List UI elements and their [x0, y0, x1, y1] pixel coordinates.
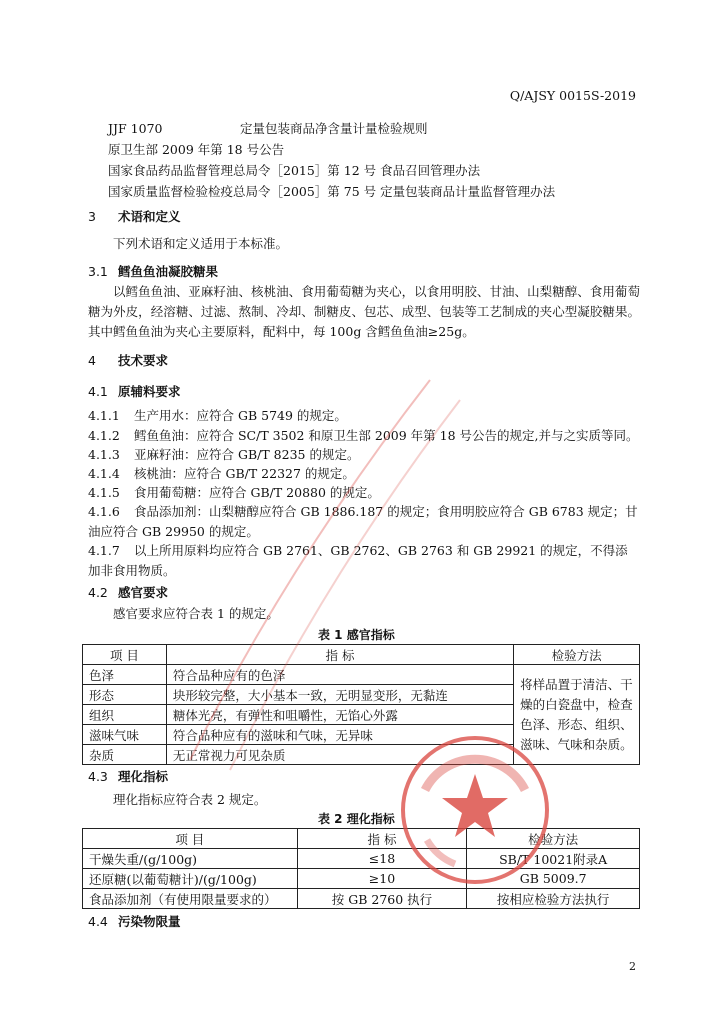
table-cell: ≥10 [297, 869, 467, 889]
section-4-2-heading: 4.2 感官要求 [88, 585, 169, 600]
section-4-heading: 4 技术要求 [88, 353, 169, 368]
table-1-caption: 表 1 感官指标 [318, 628, 395, 642]
table-cell: 色泽 [83, 665, 167, 685]
table-header-cell: 检验方法 [467, 829, 640, 849]
table-header-cell: 检验方法 [514, 645, 640, 665]
reference-item [108, 181, 555, 202]
table-cell: SB/T 10021附录A [467, 849, 640, 869]
reference-title: 国家质量监督检验检疫总局令［2005］第 75 号 定量包装商品计量监督管理办法 [108, 184, 556, 199]
section-3-1-heading: 3.1 鳕鱼鱼油凝胶糖果 [88, 264, 219, 279]
table-cell: 糖体光亮，有弹性和咀嚼性，无馅心外露 [166, 705, 513, 725]
reference-title: 原卫生部 2009 年第 18 号公告 [108, 142, 285, 157]
page-number: 2 [629, 960, 636, 973]
item-4-1-1: 4.1.1 生产用水：应符合 GB 5749 的规定。 [88, 408, 347, 423]
sensory-table [82, 644, 640, 765]
table-header-row [83, 829, 640, 849]
table-cell: 符合品种应有的滋味和气味，无异味 [166, 725, 513, 745]
section-3-heading: 3 术语和定义 [88, 209, 181, 224]
section-4-2-intro: 感官要求应符合表 1 的规定。 [113, 606, 279, 621]
table-header-cell: 项 目 [83, 829, 298, 849]
reference-list [108, 118, 555, 202]
reference-item [108, 139, 555, 160]
table-cell: 杂质 [83, 745, 167, 765]
table-row [83, 665, 640, 685]
section-4-4-heading: 4.4 污染物限量 [88, 914, 181, 929]
item-4-1-7: 4.1.7 以上所用原料均应符合 GB 2761、GB 2762、GB 2763 和 GB 29921 的规定，不得添加非食用物质。 [88, 543, 628, 578]
inspection-method-cell: 将样品置于清洁、干燥的白瓷盘中，检查色泽、形态、组织、滋味、气味和杂质。 [514, 665, 640, 765]
table-cell: 块形较完整，大小基本一致，无明显变形，无黏连 [166, 685, 513, 705]
physicochemical-table [82, 828, 640, 909]
table-header-cell: 项 目 [83, 645, 167, 665]
reference-title: 国家食品药品监督管理总局令［2015］第 12 号 食品召回管理办法 [108, 163, 481, 178]
table-cell: 组织 [83, 705, 167, 725]
reference-code: JJF 1070 [108, 121, 163, 136]
table-cell: 无正常视力可见杂质 [166, 745, 513, 765]
table-row [83, 849, 640, 869]
item-4-1-5: 4.1.5 食用葡萄糖：应符合 GB/T 20880 的规定。 [88, 485, 380, 500]
section-4-3-intro: 理化指标应符合表 2 规定。 [113, 792, 267, 807]
table-cell: 滋味气味 [83, 725, 167, 745]
section-4-3-heading: 4.3 理化指标 [88, 769, 169, 784]
table-cell: 按 GB 2760 执行 [297, 889, 467, 909]
table-header-cell: 指 标 [166, 645, 513, 665]
table-cell: ≤18 [297, 849, 467, 869]
reference-title: 定量包装商品净含量计量检验规则 [240, 121, 428, 136]
table-cell: GB 5009.7 [467, 869, 640, 889]
item-4-1-4: 4.1.4 核桃油：应符合 GB/T 22327 的规定。 [88, 466, 355, 481]
table-cell: 食品添加剂（有使用限量要求的） [83, 889, 298, 909]
table-row [83, 869, 640, 889]
section-3-1-body: 以鳕鱼鱼油、亚麻籽油、核桃油、食用葡萄糖为夹心，以食用明胶、甘油、山梨糖醇、食用葡萄糖为外皮，经溶糖、过滤、熬制、冷却、制糖皮、包芯、成型、包装等工艺制成的夹心型凝胶糖果。其中鳕鱼鱼油为夹心主要原料，配料中，每 100g 含鳕鱼鱼油≥25g。 [88, 284, 640, 339]
section-4-1-heading: 4.1 原辅料要求 [88, 384, 181, 399]
reference-item [108, 160, 555, 181]
table-cell: 形态 [83, 685, 167, 705]
table-row [83, 889, 640, 909]
table-header-cell: 指 标 [297, 829, 467, 849]
document-id: Q/AJSY 0015S-2019 [509, 88, 636, 103]
reference-item [108, 118, 555, 139]
section-3-intro: 下列术语和定义适用于本标准。 [113, 236, 289, 251]
item-4-1-3: 4.1.3 亚麻籽油：应符合 GB/T 8235 的规定。 [88, 447, 360, 462]
table-header-row [83, 645, 640, 665]
table-2-caption: 表 2 理化指标 [318, 812, 395, 826]
item-4-1-6: 4.1.6 食品添加剂：山梨糖醇应符合 GB 1886.187 的规定；食用明胶应符合 GB 6783 规定；甘油应符合 GB 29950 的规定。 [88, 504, 638, 539]
table-cell: 还原糖(以葡萄糖计)/(g/100g) [83, 869, 298, 889]
table-cell: 符合品种应有的色泽 [166, 665, 513, 685]
table-cell: 按相应检验方法执行 [467, 889, 640, 909]
item-4-1-2: 4.1.2 鳕鱼鱼油：应符合 SC/T 3502 和原卫生部 2009 年第 18 号公告的规定,并与之实质等同。 [88, 428, 639, 443]
table-cell: 干燥失重/(g/100g) [83, 849, 298, 869]
